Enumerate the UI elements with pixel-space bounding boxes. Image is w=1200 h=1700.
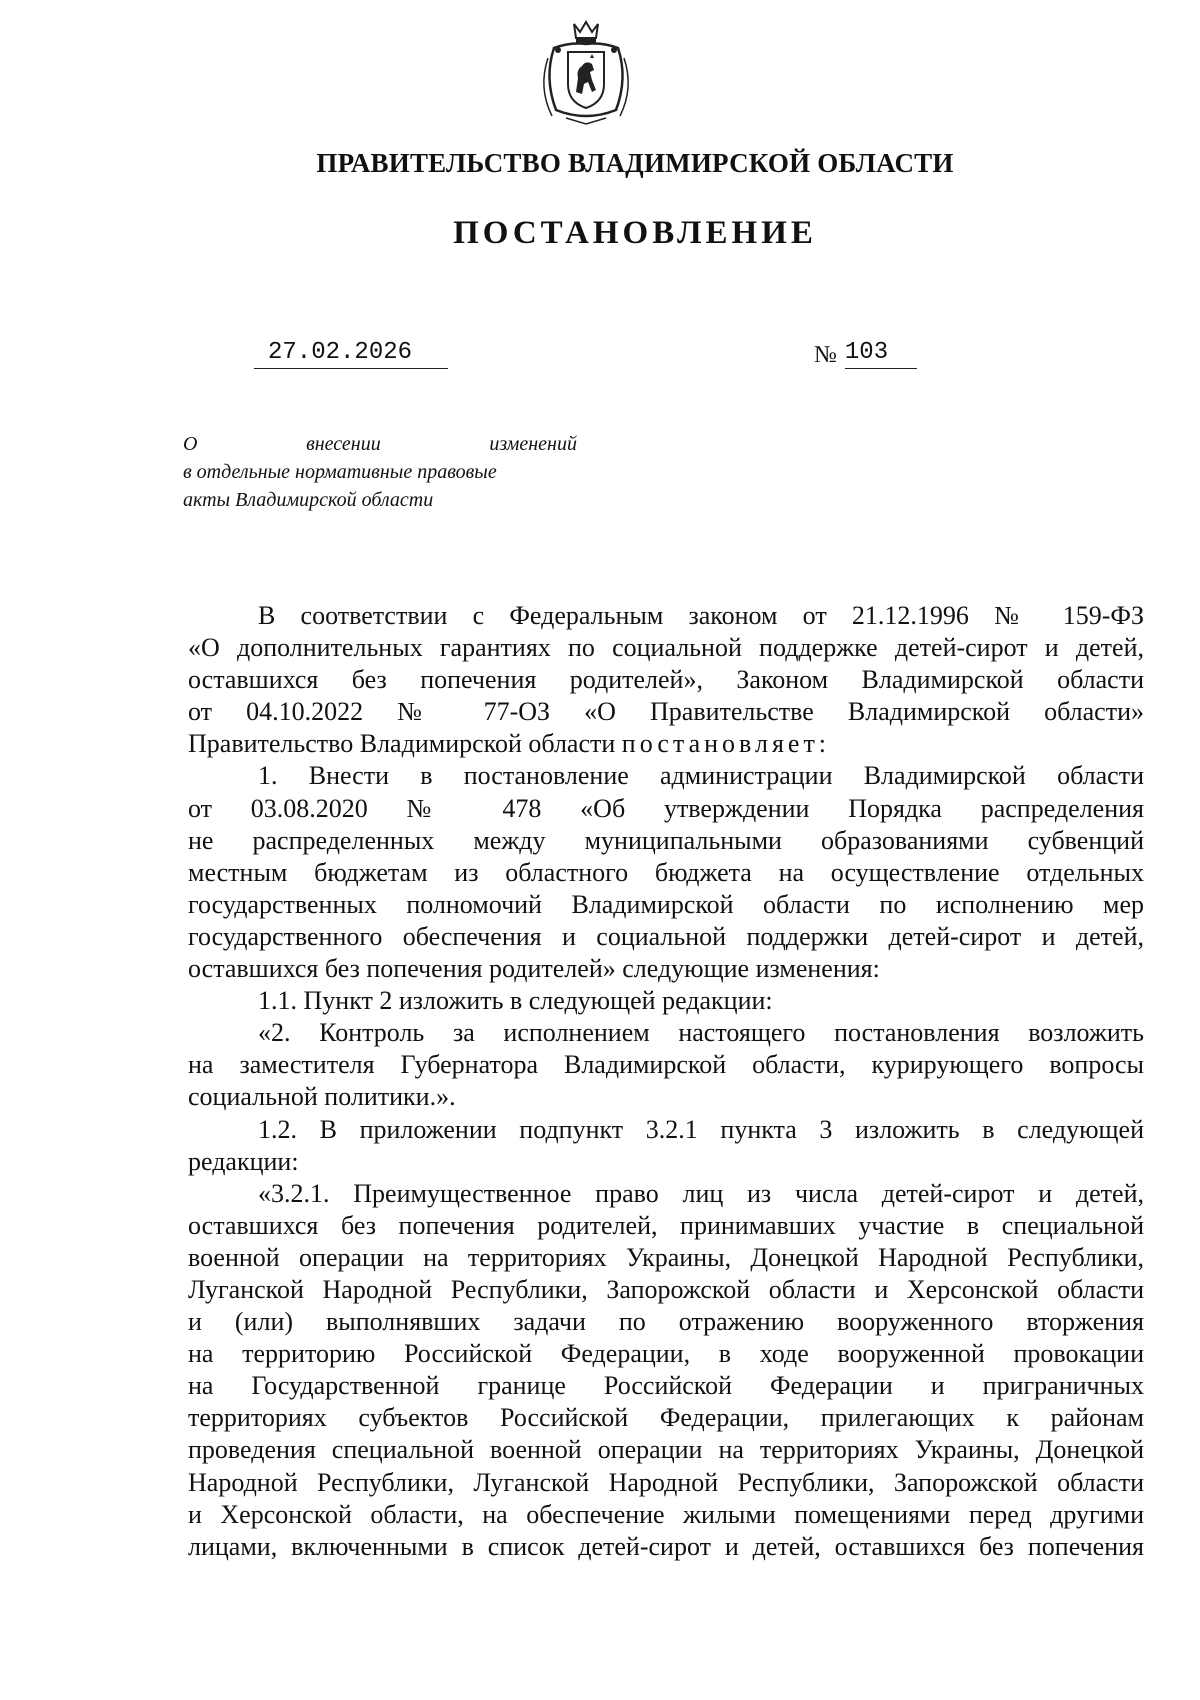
body-line: 1.2. В приложении подпункт 3.2.1 пункта 3 изложить в следующей [258,1114,1144,1144]
body-line: на заместителя Губернатора Владимирской области, курирующего вопросы [188,1050,1144,1080]
resolve-line [188,728,1144,760]
number-sign: № [814,342,837,368]
subject-word: изменений [489,433,577,455]
document-number: 103 [845,339,917,369]
body-line: проведения специальной военной операции на территориях Украины, Донецкой [188,1435,1144,1465]
body-line: местным бюджетам из областного бюджета на осуществление отдельных [188,857,1144,887]
body-line: и (или) выполнявших задачи по отражению вооруженного вторжения [188,1307,1144,1337]
document-body [188,600,1144,1563]
subject-word: О [183,433,198,455]
body-line: не распределенных между муниципальными образованиями субвенций [188,825,1144,855]
body-line: 1. Внести в постановление администрации Владимирской области [258,761,1144,791]
body-line: лицами, включенными в список детей-сирот и детей, оставшихся без попечения [188,1531,1144,1561]
resolve-word: постановляет: [621,729,831,759]
body-line: «О дополнительных гарантиях по социальной поддержке детей-сирот и детей, [188,633,1144,663]
body-line: оставшихся без попечения родителей» следующие изменения: [188,954,880,984]
body-line: «3.2.1. Преимущественное право лиц из числа детей-сирот и детей, [258,1178,1144,1208]
body-line: территориях субъектов Российской Федерации, прилегающих к районам [188,1403,1144,1433]
subject-word: внесении [306,433,381,455]
subject-line: акты Владимирской области [183,489,434,511]
document-number-block [814,339,917,369]
body-line: на Государственной границе Российской Федерации и приграничных [188,1371,1144,1401]
body-line: военной операции на территориях Украины, Донецкой Народной Республики, [188,1242,1144,1272]
body-line: социальной политики.». [188,1082,456,1112]
body-line: редакции: [188,1146,299,1176]
body-line: государственных полномочий Владимирской области по исполнению мер [188,889,1144,919]
body-line: 1.1. Пункт 2 изложить в следующей редакции: [258,986,773,1016]
document-type: ПОСТАНОВЛЕНИЕ [453,215,817,251]
subject-line: в отдельные нормативные правовые [183,461,497,483]
government-name: ПРАВИТЕЛЬСТВО ВЛАДИМИРСКОЙ ОБЛАСТИ [316,148,954,178]
body-line: В соответствии с Федеральным законом от 21.12.1996 № 159-ФЗ [258,601,1144,630]
document-date: 27.02.2026 [254,339,448,369]
body-line: Луганской Народной Республики, Запорожской области и Херсонской области [188,1274,1144,1304]
body-line: от 04.10.2022 № 77-ОЗ «О Правительстве Владимирской области» [188,697,1144,727]
body-line: оставшихся без попечения родителей», Законом Владимирской области [188,665,1144,695]
body-line: государственного обеспечения и социальной поддержки детей-сирот и детей, [188,921,1144,951]
resolve-prefix: Правительство Владимирской области [188,729,622,759]
body-line: на территорию Российской Федерации, в ходе вооруженной провокации [188,1339,1144,1369]
document-subject [183,430,577,514]
body-line: Народной Республики, Луганской Народной Республики, Запорожской области [188,1467,1144,1497]
body-line: «2. Контроль за исполнением настоящего постановления возложить [258,1018,1144,1048]
body-line: от 03.08.2020 № 478 «Об утверждении Порядка распределения [188,793,1144,823]
coat-of-arms-icon [536,18,636,126]
body-line: и Херсонской области, на обеспечение жилыми помещениями перед другими [188,1499,1144,1529]
subject-line [183,430,577,458]
body-line: оставшихся без попечения родителей, принимавших участие в специальной [188,1210,1144,1240]
